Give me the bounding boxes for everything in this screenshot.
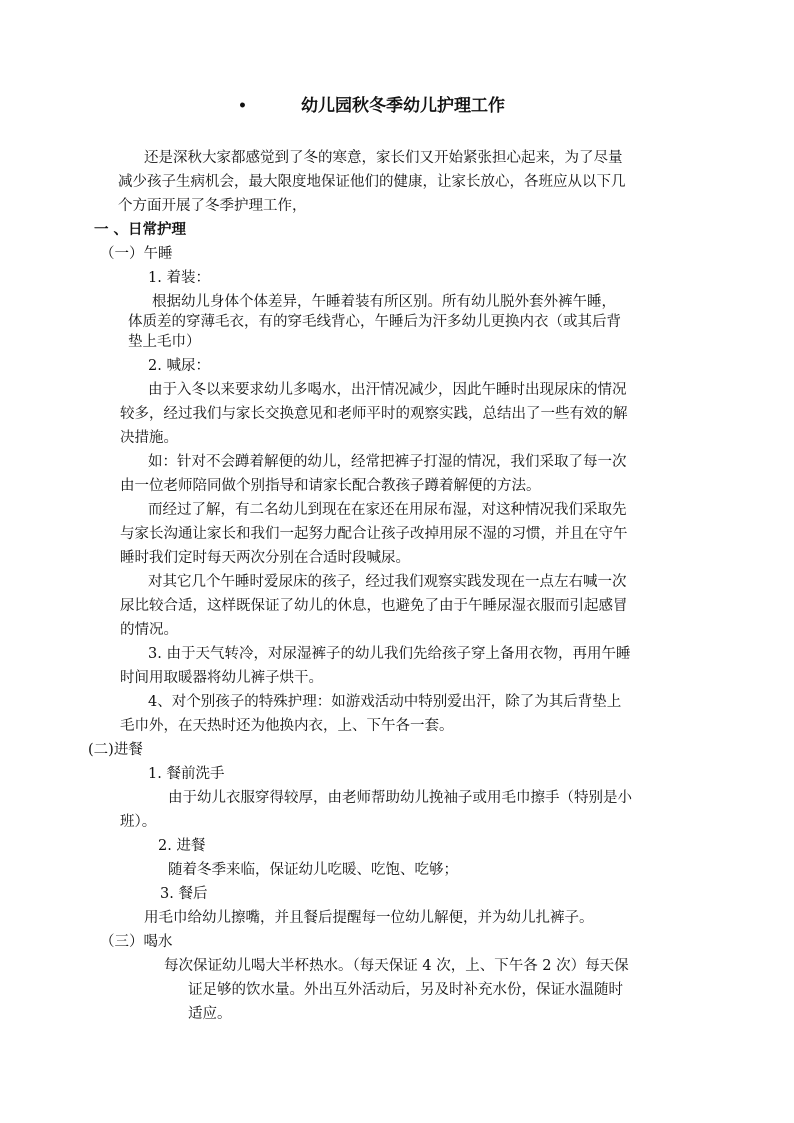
wash-hands-line-1: 由于幼儿衣服穿得较厚，由老师帮助幼儿挽袖子或用毛巾擦手（特别是小 [168,790,632,806]
item-heading-potty-call: 2. 喊尿： [148,358,210,374]
potty-para4-line-3: 的情况。 [120,622,178,638]
potty-para2-line-2: 由一位老师陪同做个别指导和请家长配合教孩子蹲着解便的方法。 [120,478,541,494]
clothing-line-1: 根据幼儿身体个体差异，午睡着装有所区别。所有幼儿脱外套外裤午睡， [152,294,616,310]
clothing-line-3: 垫上毛巾） [128,334,201,350]
item-heading-clothing: 1. 着装： [148,270,210,286]
meal-heading-eating: 2. 进餐 [158,838,206,854]
potty-para3-line-2: 与家长沟通让家长和我们一起努力配合让孩子改掉用尿不湿的习惯，并且在守午 [120,526,628,542]
intro-line-3: 个方面开展了冬季护理工作， [118,198,307,214]
item4-line-1: 4、对个别孩子的特殊护理：如游戏活动中特别爱出汗，除了为其后背垫上 [148,694,622,710]
water-line-3: 适应。 [188,1006,232,1022]
water-line-1: 每次保证幼儿喝大半杯热水。（每天保证 4 次，上、下午各 2 次）每天保 [164,958,629,974]
potty-para1-line-3: 决措施。 [120,430,178,446]
potty-para4-line-1: 对其它几个午睡时爱尿床的孩子，经过我们观察实践发现在一点左右喊一次 [148,574,627,590]
potty-para1-line-1: 由于入冬以来要求幼儿多喝水，出汗情况减少，因此午睡时出现尿床的情况 [148,382,627,398]
subheading-meals: (二)进餐 [88,742,143,758]
item4-line-2: 毛巾外，在天热时还为他换内衣，上、下午各一套。 [120,718,454,734]
water-line-2: 证足够的饮水量。外出互外活动后，另及时补充水份，保证水温随时 [188,982,623,998]
wash-hands-line-2: 班）。 [120,814,157,830]
subheading-drinking-water: （三）喝水 [100,934,173,950]
subheading-nap: （一）午睡 [100,246,173,262]
potty-para1-line-2: 较多，经过我们与家长交换意见和老师平时的观察实践，总结出了一些有效的解 [120,406,628,422]
title-bullet: • [238,98,247,114]
meal-heading-after-meal: 3. 餐后 [160,886,208,902]
potty-para2-line-1: 如：针对不会蹲着解便的幼儿，经常把裤子打湿的情况，我们采取了每一次 [148,454,627,470]
after-meal-line: 用毛巾给幼儿擦嘴，并且餐后提醒每一位幼儿解便，并为幼儿扎裤子。 [144,910,594,926]
intro-line-2: 减少孩子生病机会，最大限度地保证他们的健康，让家长放心，各班应从以下几 [118,174,626,190]
item3-line-1: 3. 由于天气转冷，对尿湿裤子的幼儿我们先给孩子穿上备用衣物，再用午睡 [148,646,631,662]
potty-para3-line-3: 睡时我们定时每天两次分别在合适时段喊尿。 [120,550,410,566]
item3-line-2: 时间用取暖器将幼儿裤子烘干。 [120,670,323,686]
meal-heading-wash-hands: 1. 餐前洗手 [148,766,225,782]
section-heading-daily-care: 一 、日常护理 [94,221,187,238]
document-title: 幼儿园秋冬季幼儿护理工作 [301,96,505,116]
eating-line: 随着冬季来临，保证幼儿吃暖、吃饱、吃够； [168,862,458,878]
clothing-line-2: 体质差的穿薄毛衣，有的穿毛线背心，午睡后为汗多幼儿更换内衣（或其后背 [128,314,621,330]
potty-para3-line-1: 而经过了解，有二名幼儿到现在在家还在用尿布湿，对这种情况我们采取先 [148,502,627,518]
potty-para4-line-2: 尿比较合适，这样既保证了幼儿的休息，也避免了由于午睡尿湿衣服而引起感冒 [120,598,628,614]
intro-line-1: 还是深秋大家都感觉到了冬的寒意，家长们又开始紧张担心起来，为了尽量 [144,150,623,166]
